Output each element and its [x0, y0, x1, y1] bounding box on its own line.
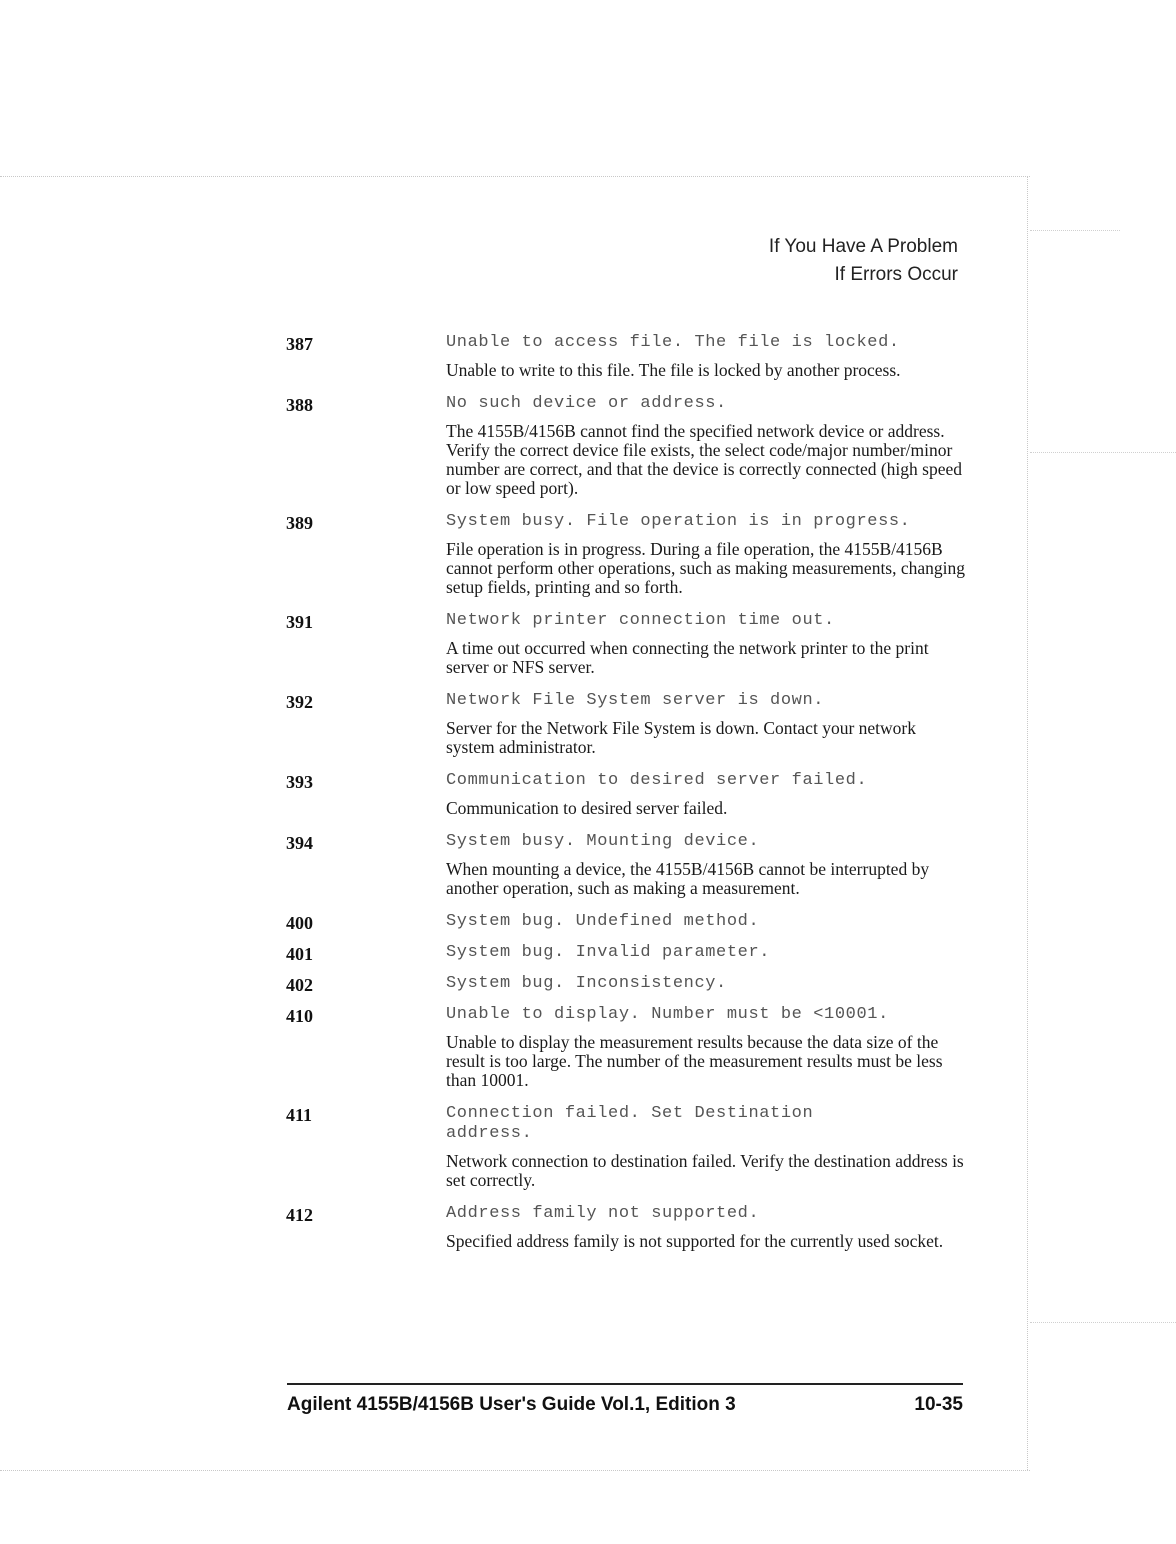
error-message: Address family not supported.: [446, 1204, 760, 1223]
error-code: 389: [286, 513, 313, 533]
error-description: Unable to write to this file. The file is locked by another process.: [446, 360, 901, 380]
error-code: 410: [286, 1006, 313, 1026]
error-entry-388: [286, 392, 966, 510]
running-header: [769, 233, 958, 289]
error-message: No such device or address.: [446, 394, 727, 413]
error-description: Specified address family is not supported for the currently used socket.: [446, 1231, 944, 1251]
error-entry-411: [286, 1102, 966, 1202]
error-entry-387: [286, 331, 966, 392]
error-code-list: [286, 331, 966, 1263]
scan-edge-bottom: [0, 1470, 1030, 1471]
error-code: 388: [286, 395, 313, 415]
error-entry-400: [286, 910, 966, 941]
error-message: System busy. Mounting device.: [446, 832, 760, 851]
error-entry-410: [286, 1003, 966, 1102]
error-entry-394: [286, 830, 966, 910]
scan-edge-top: [0, 176, 1030, 177]
scan-mark: [1030, 1322, 1176, 1323]
page-number: 10-35: [914, 1394, 963, 1415]
error-description: A time out occurred when connecting the network printer to the print server or NFS server.: [446, 638, 929, 677]
error-entry-401: [286, 941, 966, 972]
error-description: Communication to desired server failed.: [446, 798, 728, 818]
error-entry-391: [286, 609, 966, 689]
page-footer: [287, 1383, 963, 1416]
error-code: 391: [286, 612, 313, 632]
error-code: 401: [286, 944, 313, 964]
error-message: System busy. File operation is in progress.: [446, 512, 911, 531]
error-code: 393: [286, 772, 313, 792]
error-message: Network File System server is down.: [446, 691, 825, 710]
error-description: Network connection to destination failed. Verify the destination address is set correctly.: [446, 1151, 964, 1190]
error-description: The 4155B/4156B cannot find the specified network device or address. Verify the correct device file exists, the select code/major number/minor number are correct, and that the device is correctly connected (high speed or low speed port).: [446, 421, 963, 498]
error-message: System bug. Undefined method.: [446, 912, 760, 931]
error-code: 411: [286, 1105, 313, 1125]
error-message: Connection failed. Set Destination address.: [446, 1104, 825, 1143]
error-code: 394: [286, 833, 313, 853]
error-code: 400: [286, 913, 313, 933]
error-description: File operation is in progress. During a file operation, the 4155B/4156B cannot perform other operations, such as making measurements, changing setup fields, printing and so forth.: [446, 539, 966, 597]
manual-title: Agilent 4155B/4156B User's Guide Vol.1, Edition 3: [287, 1394, 736, 1415]
scan-mark: [1030, 230, 1120, 231]
error-entry-392: [286, 689, 966, 769]
section-title: If Errors Occur: [834, 264, 958, 285]
error-message: Unable to display. Number must be <10001.: [446, 1005, 889, 1024]
scan-edge-right: [1027, 176, 1028, 1470]
error-message: Communication to desired server failed.: [446, 771, 868, 790]
error-entry-412: [286, 1202, 966, 1263]
scan-mark: [1030, 452, 1176, 453]
error-code: 402: [286, 975, 313, 995]
error-message: Unable to access file. The file is locked.: [446, 333, 900, 352]
error-code: 387: [286, 334, 313, 354]
error-message: System bug. Invalid parameter.: [446, 943, 771, 962]
error-description: Unable to display the measurement results because the data size of the result is too large. The number of the measurement results must be less than 10001.: [446, 1032, 943, 1090]
error-entry-402: [286, 972, 966, 1003]
error-entry-389: [286, 510, 966, 609]
error-code: 392: [286, 692, 313, 712]
error-description: Server for the Network File System is down. Contact your network system administrator.: [446, 718, 916, 757]
error-message: Network printer connection time out.: [446, 611, 835, 630]
error-entry-393: [286, 769, 966, 830]
error-message: System bug. Inconsistency.: [446, 974, 727, 993]
error-code: 412: [286, 1205, 313, 1225]
chapter-title: If You Have A Problem: [768, 236, 958, 257]
error-description: When mounting a device, the 4155B/4156B cannot be interrupted by another operation, such as making a measurement.: [446, 859, 930, 898]
